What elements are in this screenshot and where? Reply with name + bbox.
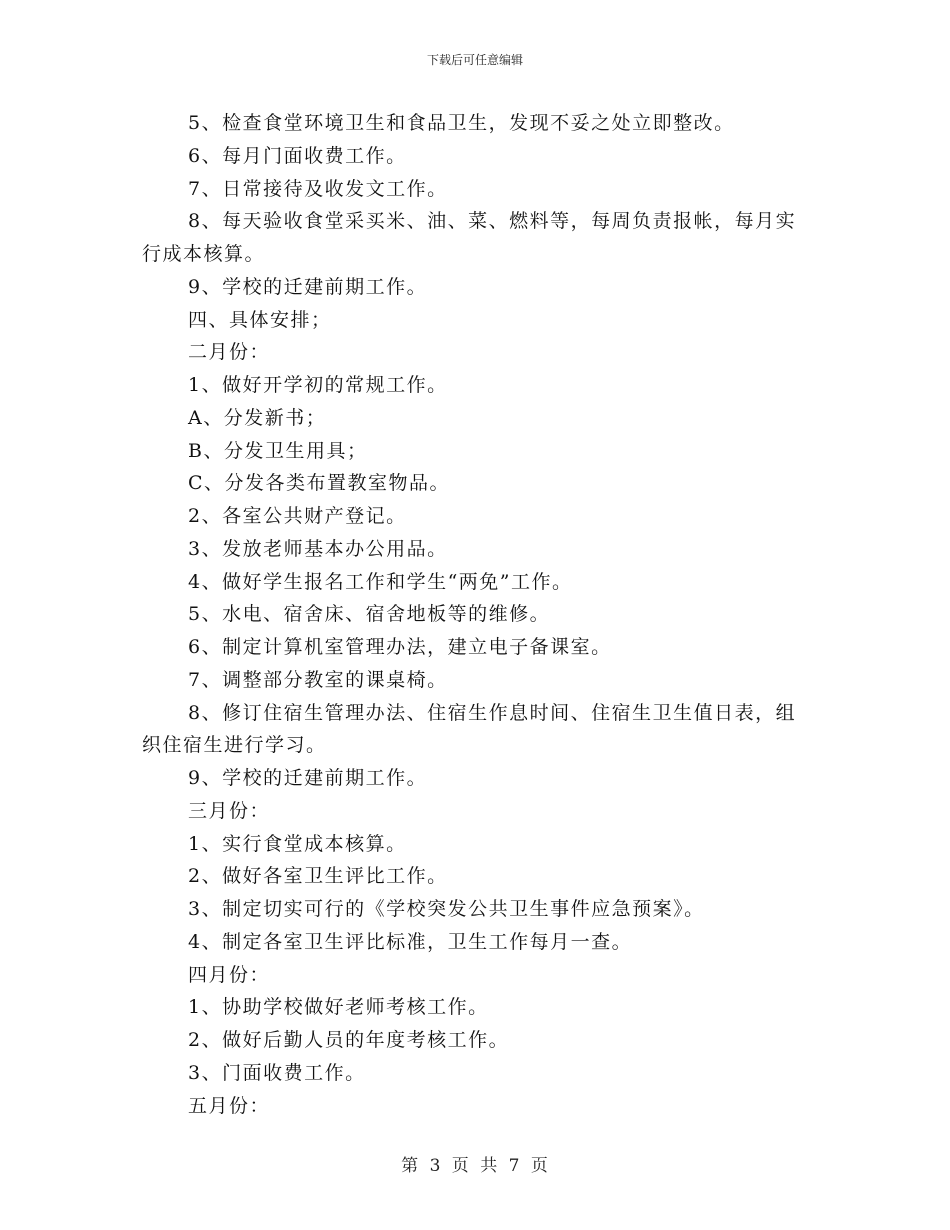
page-number-footer: 第 3 页 共 7 页: [401, 1156, 549, 1176]
month-heading: 五月份：: [188, 1094, 271, 1117]
paragraph: A、分发新书；: [188, 406, 327, 429]
section-heading: 四、具体安排；: [188, 308, 332, 331]
paragraph: C、分发各类布置教室物品。: [188, 472, 451, 495]
paragraph: 1、实行食堂成本核算。: [188, 832, 407, 855]
paragraph: 4、制定各室卫生评比标准，卫生工作每月一查。: [188, 930, 633, 953]
month-heading: 三月份：: [188, 799, 271, 822]
paragraph: 8、每天验收食堂采买米、油、菜、燃料等，每周负责报帐，每月实行成本核算。: [142, 210, 797, 265]
paragraph: 2、做好后勤人员的年度考核工作。: [188, 1029, 510, 1051]
paragraph: 3、制定切实可行的《学校突发公共卫生事件应急预案》。: [188, 898, 705, 920]
paragraph: 4、做好学生报名工作和学生“两免”工作。: [188, 570, 573, 593]
paragraph: 3、门面收费工作。: [188, 1061, 366, 1084]
paragraph: 6、制定计算机室管理办法，建立电子备课室。: [188, 636, 612, 658]
paragraph: 7、日常接待及收发文工作。: [188, 177, 448, 200]
paragraph: B、分发卫生用具；: [188, 439, 368, 462]
paragraph: 5、水电、宿舍床、宿舍地板等的维修。: [188, 603, 551, 626]
paragraph: 5、检查食堂环境卫生和食品卫生，发现不妥之处立即整改。: [188, 112, 735, 134]
paragraph: 7、调整部分教室的课桌椅。: [188, 668, 448, 691]
page-header: 下载后可任意编辑: [426, 53, 523, 67]
paragraph: 2、做好各室卫生评比工作。: [188, 865, 448, 888]
document-body: [142, 107, 814, 1122]
paragraph: 9、学校的迁建前期工作。: [188, 275, 428, 298]
paragraph: 9、学校的迁建前期工作。: [188, 767, 428, 789]
paragraph: 8、修订住宿生管理办法、住宿生作息时间、住宿生卫生值日表，组织住宿生进行学习。: [142, 701, 797, 757]
paragraph: 2、各室公共财产登记。: [188, 505, 407, 527]
paragraph: 6、每月门面收费工作。: [188, 144, 407, 167]
paragraph: 1、协助学校做好老师考核工作。: [188, 996, 489, 1019]
month-heading: 四月份：: [188, 963, 271, 986]
month-heading: 二月份：: [188, 341, 271, 364]
paragraph: 3、发放老师基本办公用品。: [188, 537, 448, 560]
paragraph: 1、做好开学初的常规工作。: [188, 374, 448, 396]
